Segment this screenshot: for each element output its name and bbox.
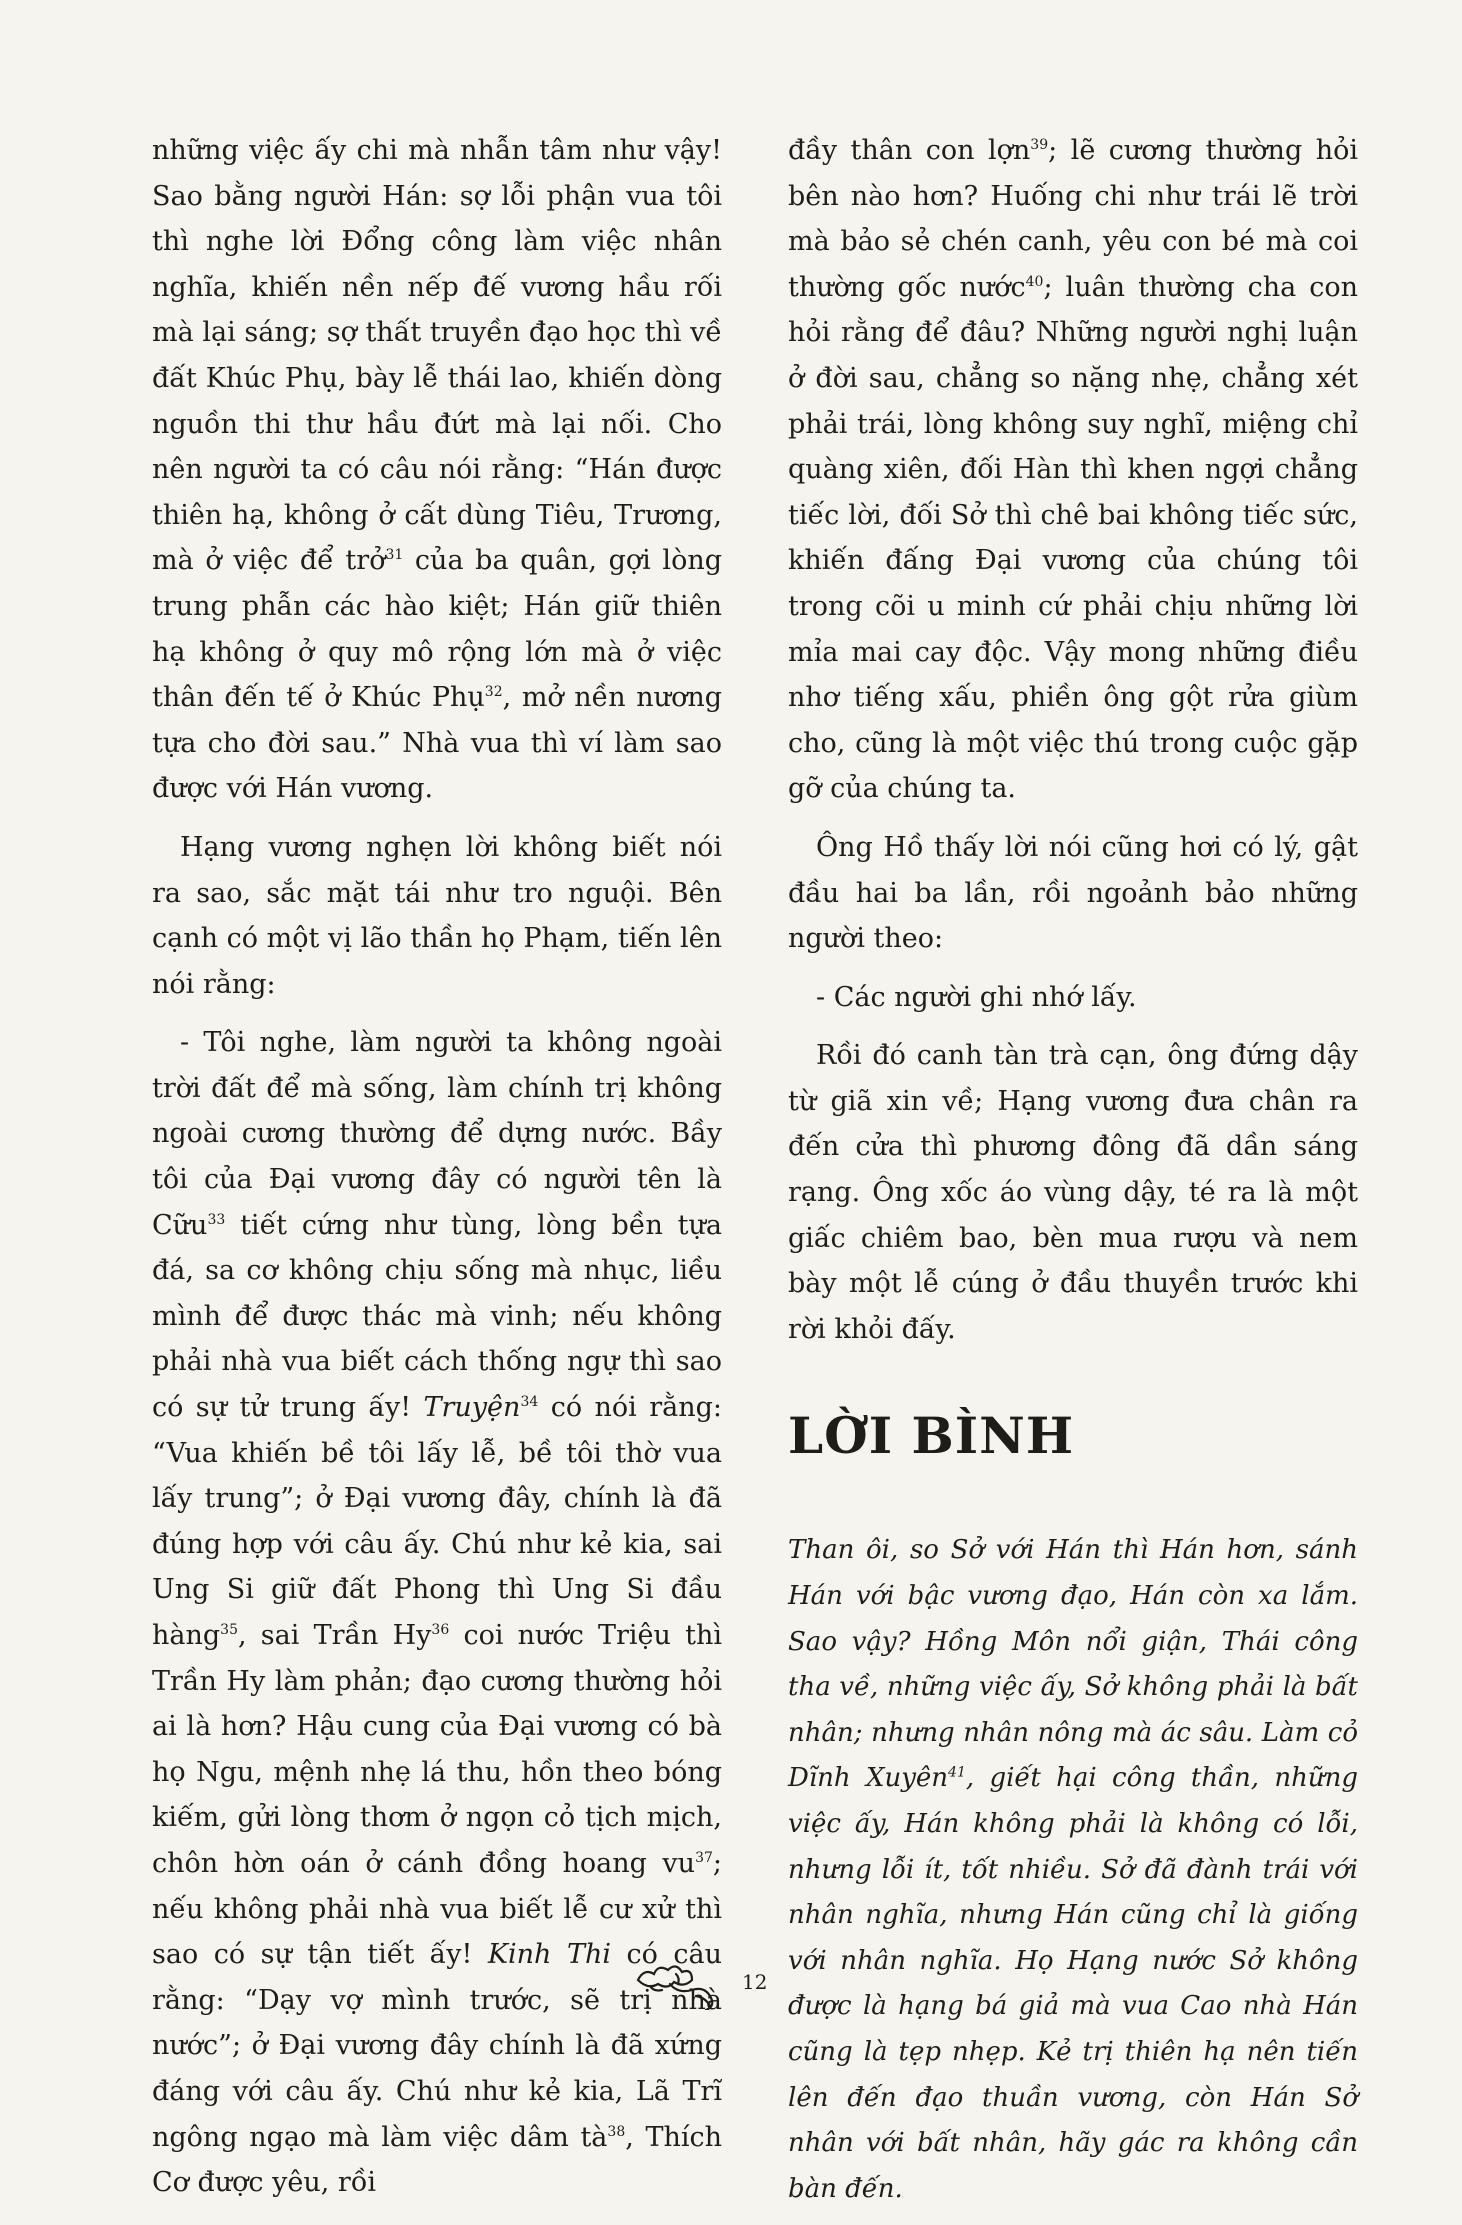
footnote-ref: 33 <box>207 1211 226 1228</box>
page-footer <box>630 1950 770 2010</box>
paragraph: đầy thân con lợn$^{39}$; lẽ cương thường hỏi bên nào hơn? Huống chi như trái lẽ trời mà bảo sẻ chén canh, yêu con bé mà coi thường gốc nước$^{40}$; luân thường cha con hỏi rằng để đâu? Những người nghị luận ở đời sau, chẳng so nặng nhẹ, chẳng xét phải trái, lòng không suy nghĩ, miệng chỉ quàng xiên, đối Hàn thì khen ngợi chẳng tiếc lời, đối Sở thì chê bai không tiếc sức, khiến đấng Đại vương của chúng tôi trong cõi u minh cứ phải chịu những lời mỉa mai cay độc. Vậy mong những điều nhơ tiếng xấu, phiền ông gột rửa giùm cho, cũng là một việc thú trong cuộc gặp gỡ của chúng ta. <box>788 135 1358 805</box>
footnote-ref: 31 <box>385 547 404 564</box>
footnote-ref: 39 <box>1030 137 1049 153</box>
paragraph: Ông Hồ thấy lời nói cũng hơi có lý, gật đầu hai ba lần, rồi ngoảnh bảo những người theo: <box>788 831 1358 955</box>
left-column <box>152 128 722 2219</box>
right-column <box>788 128 1358 2225</box>
paragraph: - Các người ghi nhớ lấy. <box>816 981 1137 1013</box>
footnote-ref: 34 <box>520 1394 539 1411</box>
section-heading: LỜI BÌNH <box>788 1406 1075 1466</box>
page-number: 12 <box>742 1970 768 1994</box>
paragraph: Rồi đó canh tàn trà cạn, ông đứng dậy từ giã xin về; Hạng vương đưa chân ra đến cửa thì phương đông đã dần sáng rạng. Ông xốc áo vùng dậy, té ra là một giấc chiêm bao, bèn mua rượu và nem bày một lễ cúng ở đầu thuyền trước khi rời khỏi đấy. <box>788 1040 1358 1345</box>
footnote-ref: 36 <box>431 1622 450 1638</box>
footnote-ref: 32 <box>484 684 503 701</box>
cloud-ornament-icon <box>630 1950 730 2010</box>
book-title: Truyện <box>423 1392 521 1424</box>
footnote-ref: 41 <box>948 1764 966 1781</box>
footnote-ref: 35 <box>220 1622 238 1638</box>
footnote-ref: 40 <box>1025 273 1044 290</box>
book-title: Kinh Thi <box>487 1939 611 1971</box>
footnote-ref: 37 <box>695 1849 713 1866</box>
footnote-ref: 38 <box>607 2123 626 2140</box>
commentary-paragraph: Than ôi, so Sở với Hán thì Hán hơn, sánh Hán với bậc vương đạo, Hán còn xa lắm. Sao vậy? Hồng Môn nổi giận, Thái công tha về, những việc ấy, Sở không phải là bất nhân; nhưng nhân nông mà ác sâu. Làm cỏ Dĩnh Xuyên$^{41}$, giết hại công thần, những việc ấy, Hán không phải là không có lỗi, nhưng lỗi ít, tốt nhiều. Sở đã đành trái với nhân nghĩa, nhưng Hán cũng chỉ là giống với nhân nghĩa. Họ Hạng nước Sở không được là hạng bá giả mà vua Cao nhà Hán cũng là tẹp nhẹp. Kẻ trị thiên hạ nên tiến lên đến đạo thuần vương, còn Hán Sở nhân với bất nhân, hãy gác ra không cần bàn đến. <box>788 1535 1358 2204</box>
paragraph: - Tôi nghe, làm người ta không ngoài trời đất để mà sống, làm chính trị không ngoài cương thường để dựng nước. Bầy tôi của Đại vương đây có người tên là Cữu$^{33}$ tiết cứng như tùng, lòng bền tựa đá, sa cơ không chịu sống mà nhục, liều mình để được thác mà vinh; nếu không phải nhà vua biết cách thống ngự thì sao có sự tử trung ấy! Truyện$^{34}$ có nói rằng: “Vua khiến bề tôi lấy lễ, bề tôi thờ vua lấy trung”; ở Đại vương đây, chính là đã đúng hợp với câu ấy. Chú như kẻ kia, sai Ung Si giữ đất Phong thì Ung Si đầu hàng$^{35}$, sai Trần Hy$^{36}$ coi nước Triệu thì Trần Hy làm phản; đạo cương thường hỏi ai là hơn? Hậu cung của Đại vương có bà họ Ngu, mệnh nhẹ lá thu, hồn theo bóng kiếm, gửi lòng thơm ở ngọn cỏ tịch mịch, chôn hờn oán ở cánh đồng hoang $vu^{37}$; nếu không phải nhà vua biết lễ cư xử thì sao có sự tận tiết ấy! Kinh Thi có câu rằng: “Dạy vợ mình trước, sẽ trị nhà nước”; ở Đại vương đây chính là đã xứng đáng với câu ấy. Chú như kẻ kia, Lã Trĩ ngông ngạo mà làm việc dâm $tà^{38}$, Thích Cơ được yêu, rồi <box>152 1027 722 2199</box>
paragraph: những việc ấy chi mà nhẫn tâm như vậy! Sao bằng người Hán: sợ lỗi phận vua tôi thì nghe lời Đổng công làm việc nhân nghĩa, khiến nền nếp đế vương hầu rối mà lại sáng; sợ thất truyền đạo học thì về đất Khúc Phụ, bày lễ thái lao, khiến dòng nguồn thi thư hầu đứt mà lại nối. Cho nên người ta có câu nói rằng: “Hán được thiên hạ, không ở cất dùng Tiêu, Trương, mà ở việc để trở$^{31}$ của ba quân, gợi lòng trung phẫn các hào kiệt; Hán giữ thiên hạ không ở quy mô rộng lớn mà ở việc thân đến tế ở Khúc Phụ$^{32}$, mở nền nương tựa cho đời sau.” Nhà vua thì ví làm sao được với Hán vương. <box>152 135 722 805</box>
paragraph: Hạng vương nghẹn lời không biết nói ra sao, sắc mặt tái như tro nguội. Bên cạnh có một vị lão thần họ Phạm, tiến lên nói rằng: <box>152 831 722 1000</box>
